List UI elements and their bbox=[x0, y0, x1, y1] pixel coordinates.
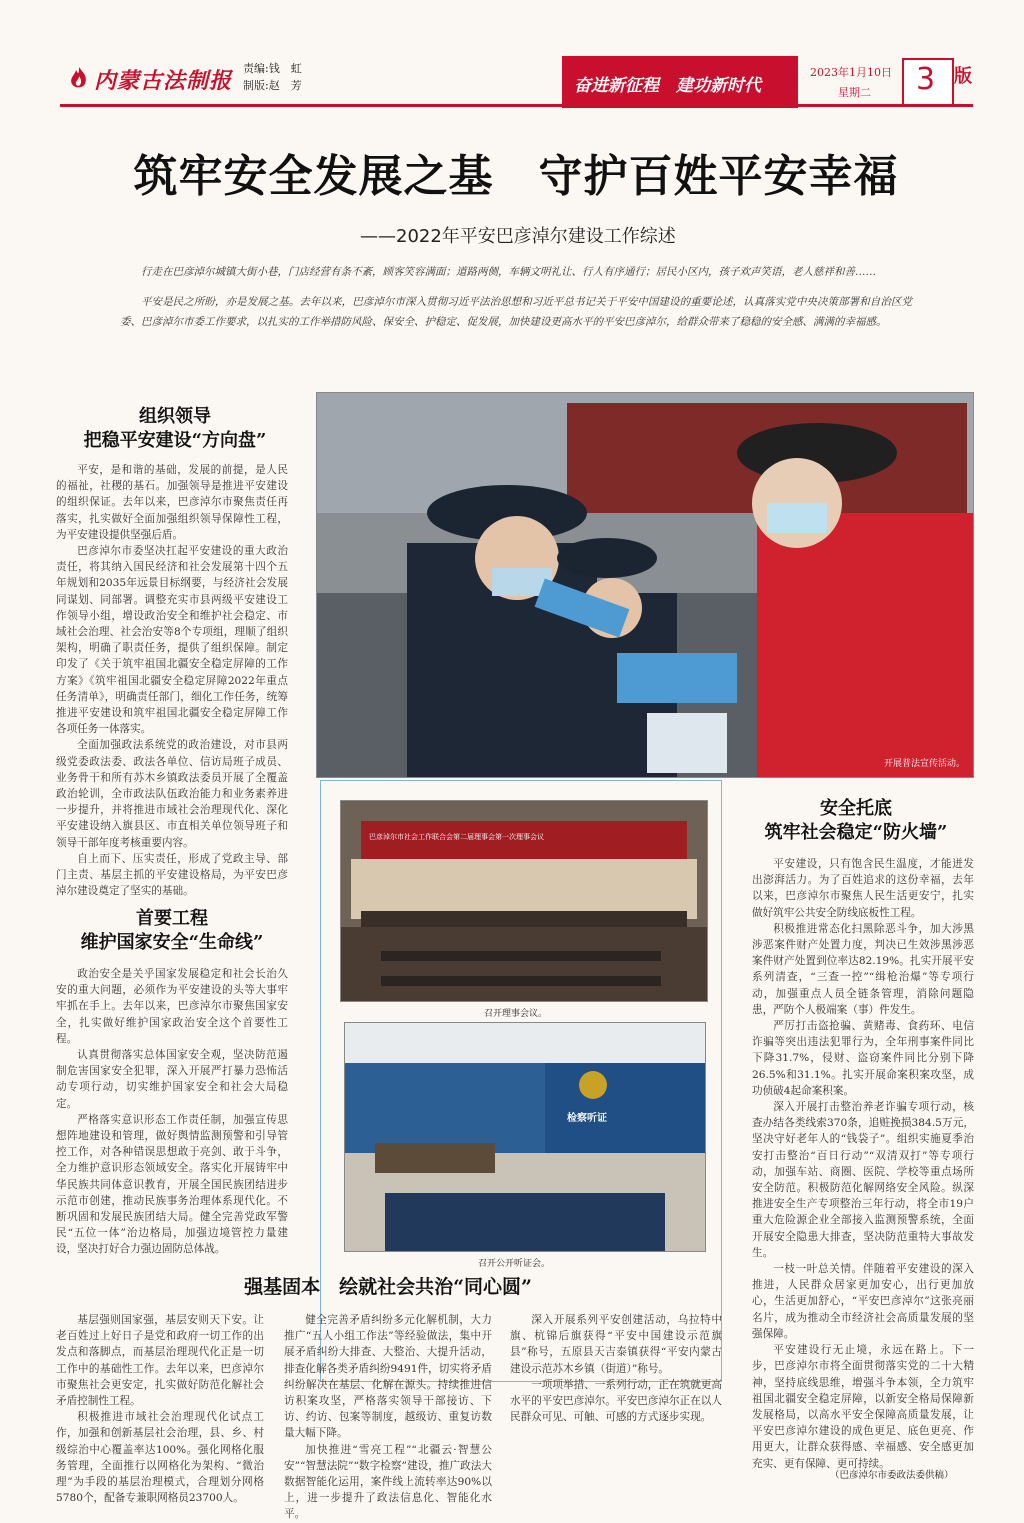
body-paragraph: 深入开展打击整治养老诈骗专项行动，核查办结各类线索370条，追赃挽损384.5万元，坚决守好老年人的“钱袋子”。组织实施夏季治安打击整治“百日行动”“双清双打”等专项行动，加强车站、商圈、医院、学校等重点场所安全防范。积极防范化解网络安全风险。纵深推进安全生产专项整治三年行动，将全市19户重大危险源企业全部接入监测预警系统，全面开展安全隐患大排查，坚决防范重特大事故发生。 bbox=[752, 1101, 974, 1259]
intro-block bbox=[120, 262, 912, 332]
section2-body bbox=[56, 966, 288, 1256]
section3-title-line1: 安全托底 bbox=[820, 798, 892, 819]
section4-title: 强基固本 绘就社会共治“同心圆” bbox=[244, 1276, 532, 1298]
section2-title-line1: 首要工程 bbox=[136, 908, 208, 929]
body-paragraph: 全面加强政法系统党的政治建设，对市县两级党委政法委、政法各单位、信访局班子成员、业务骨干和所有苏木乡镇政法委员开展了全覆盖政治轮训，全市政法队伍政治能力和业务素养进一步提升，并将推进市域社会治理现代化、深化平安建设纳入旗县区、市直相关单位领导班子和领导干部年度考核重要内容。 bbox=[56, 739, 288, 849]
section4-col3 bbox=[510, 1312, 722, 1472]
body-paragraph: 自上而下、压实责任，形成了党政主导、部门主责、基层主抓的平安建设格局，为平安巴彦淖尔建设奠定了坚实的基础。 bbox=[56, 852, 288, 898]
photo-police-outreach-image bbox=[317, 393, 973, 777]
section1-title-line1: 组织领导 bbox=[139, 406, 211, 427]
section3-title-line2: 筑牢社会稳定“防火墙” bbox=[764, 822, 948, 843]
photo-council-meeting bbox=[340, 800, 708, 1002]
body-paragraph: 加快推进“雪亮工程”“北疆云·智慧公安”“智慧法院”“数字检察”建设，推广政法大数据智能化运用，案件线上流转率达90%以上，进一步提升了政法信息化、智能化水平。 bbox=[284, 1443, 492, 1521]
logo-text: 内蒙古法制报 bbox=[94, 68, 233, 94]
body-paragraph: 严厉打击盗抢骗、黄赌毒、食药环、电信诈骗等突出违法犯罪行为，全年刑事案件同比下降31.7%，侵财、盗窃案件同比分别下降26.5%和31.1%。扎实开展命案积案攻坚，成功侦破4起命案积案。 bbox=[752, 1020, 974, 1097]
photo-public-hearing bbox=[344, 1022, 706, 1252]
photo-caption: 开展普法宣传活动。 bbox=[883, 759, 965, 769]
section1-title-line2: 把稳平安建设“方向盘” bbox=[83, 430, 267, 451]
masthead bbox=[0, 0, 1024, 112]
body-paragraph: 积极推进市域社会治理现代化试点工作，加强和创新基层社会治理，县、乡、村级综治中心覆盖率达100%。强化网格化服务管理，全面推行以网格化为架构、“微治理”为手段的基层治理模式，合理划分网格5780个，配备专兼职网格员23700人。 bbox=[56, 1411, 264, 1505]
photo-caption: 召开理事会议。 bbox=[484, 1009, 548, 1019]
photo-caption: 召开公开听证会。 bbox=[478, 1259, 551, 1269]
section4-col2 bbox=[284, 1312, 492, 1521]
section4-col1 bbox=[56, 1312, 264, 1505]
photo-council-meeting-image bbox=[341, 801, 707, 1001]
newspaper-logo bbox=[62, 60, 232, 96]
body-paragraph: 一项项举措、一系列行动，正在筑就更高水平的平安巴彦淖尔。平安巴彦淖尔正在以人民群众可见、可触、可感的方式逐步实现。 bbox=[510, 1378, 722, 1424]
body-paragraph: 一枝一叶总关情。伴随着平安建设的深入推进，人民群众居家更加安心，出行更加放心，生活更加舒心，“平安巴彦淖尔”这张亮丽名片，成为推动全市经济社会高质量发展的坚强保障。 bbox=[752, 1263, 974, 1340]
hearing-banner-text: 检察听证 bbox=[567, 1113, 607, 1124]
intro-paragraph: 行走在巴彦淖尔城镇大街小巷，门店经营有条不紊，顾客笑容满面；道路两侧，车辆文明礼让、行人有序通行；居民小区内，孩子欢声笑语，老人慈祥和善…… bbox=[141, 266, 876, 278]
slogan-text: 奋进新征程 建功新时代 bbox=[574, 76, 761, 96]
logo-flame-icon bbox=[68, 66, 90, 90]
intro-paragraph: 平安是民之所盼，亦是发展之基。去年以来，巴彦淖尔市深入贯彻习近平法治思想和习近平总书记关于平安中国建设的重要论述，认真落实党中央决策部署和自治区党委、巴彦淖尔市委工作要求，以扎实的工作举措防风险、保安全、护稳定、促发展，加快建设更高水平的平安巴彦淖尔，给群众带来了稳稳的安全感、满满的幸福感。 bbox=[120, 296, 912, 328]
body-paragraph: 积极推进常态化扫黑除恶斗争，加大涉黑涉恶案件财产处置力度，判决已生效涉黑涉恶案件财产处置到位率达82.19%。扎实开展平安系列清查，“三查一控”“缉枪治爆”等专项行动，加强重点人员全链条管理，消除问题隐患，严防个人极端案（事）件发生。 bbox=[752, 922, 974, 1016]
body-paragraph: 平安建设，只有饱含民生温度，才能迸发出澎湃活力。为了百姓追求的这份幸福，去年以来，巴彦淖尔市聚焦人民生活更安宁，扎实做好筑牢公共安全防线底板性工程。 bbox=[752, 858, 974, 919]
meeting-banner-text: 巴彦淖尔市社会工作联合会第二届理事会第一次理事会议 bbox=[369, 833, 544, 841]
subheadline: ——2022年平安巴彦淖尔建设工作综述 bbox=[360, 226, 676, 247]
byline: （巴彦淖尔市委政法委供稿） bbox=[830, 1470, 954, 1481]
photo-public-hearing-image bbox=[345, 1023, 705, 1251]
slogan-banner bbox=[562, 56, 798, 108]
body-paragraph: 基层强则国家强，基层安则天下安。让老百姓过上好日子是党和政府一切工作的出发点和落脚点，而基层治理现代化正是一切工作中的基础性工作。去年以来，巴彦淖尔市聚焦社会更安定，扎实做好防范化解社会矛盾控制性工程。 bbox=[56, 1314, 264, 1408]
body-paragraph: 巴彦淖尔市委坚决扛起平安建设的重大政治责任，将其纳入国民经济和社会发展第十四个五年规划和2035年远景目标纲要，与经济社会发展同谋划、同部署。调整充实市县两级平安建设工作领导小组，增设政治安全和维护社会稳定、市域社会治理、社会治安等8个专项组，理顺了组织架构，明确了职责任务，提供了组织保障。制定印发了《关于筑牢祖国北疆安全稳定屏障的工作方案》《筑牢祖国北疆安全稳定屏障2022年重点任务清单》，明确责任部门，细化工作任务，统筹推进平安建设和筑牢祖国北疆安全稳定屏障工作各项任务一体落实。 bbox=[56, 545, 288, 736]
editor-credit: 责编:钱 虹 bbox=[243, 62, 302, 75]
section2-title-line2: 维护国家安全“生命线” bbox=[80, 932, 264, 953]
photo-police-outreach bbox=[316, 392, 974, 778]
body-paragraph: 平安，是和谐的基础，发展的前提，是人民的福祉，社稷的基石。加强领导是推进平安建设的组织保证。去年以来，巴彦淖尔市聚焦责任再落实，扎实做好全面加强组织领导保障性工程，为平安建设提供坚强后盾。 bbox=[56, 464, 288, 541]
page-number-box bbox=[902, 58, 954, 106]
issue-date: 2023年1月10日 bbox=[810, 66, 892, 79]
page-number: 3 bbox=[916, 62, 936, 97]
page-word: 版 bbox=[954, 66, 972, 87]
body-paragraph: 深入开展系列平安创建活动，乌拉特中旗、杭锦后旗获得“平安中国建设示范旗县”称号，五原县天吉泰镇获得“平安内蒙古建设示范苏木乡镇（街道）”称号。 bbox=[510, 1314, 722, 1375]
issue-weekday: 星期二 bbox=[838, 86, 871, 99]
masthead-rule bbox=[60, 104, 973, 107]
section3-body bbox=[752, 856, 974, 1470]
body-paragraph: 政治安全是关乎国家发展稳定和社会长治久安的重大问题，必须作为平安建设的头等大事牢牢抓在手上。去年以来，巴彦淖尔市聚焦国家安全，扎实做好维护国家政治安全这个首要性工程。 bbox=[56, 968, 288, 1045]
body-paragraph: 健全完善矛盾纠纷多元化解机制，大力推广“五人小组工作法”等经验做法，集中开展矛盾纠纷大排查、大整治、大提升活动，排查化解各类矛盾纠纷9491件，切实将矛盾纠纷解决在基层、化解在源头。持续推进信访积案攻坚，严格落实领导干部接访、下访、约访、包案等制度，越级访、重复访数量大幅下降。 bbox=[284, 1314, 492, 1440]
layout-credit: 制版:赵 芳 bbox=[243, 79, 302, 92]
body-paragraph: 认真贯彻落实总体国家安全观，坚决防范遏制危害国家安全犯罪，深入开展严打暴力恐怖活动专项行动，切实维护国家安全和社会大局稳定。 bbox=[56, 1049, 288, 1110]
main-headline: 筑牢安全发展之基 守护百姓平安幸福 bbox=[133, 151, 899, 202]
section1-body bbox=[56, 462, 288, 898]
body-paragraph: 严格落实意识形态工作责任制，加强宣传思想阵地建设和管理，做好舆情监测预警和引导管控工作，对各种错误思想敢于亮剑、敢于斗争，全力维护意识形态领域安全。落实化开展铸牢中华民族共同体意识教育，开展全国民族团结进步示范市创建，推动民族事务治理体系现代化。不断巩固和发展民族团结大局。健全完善党政军警民“五位一体”治边格局，加强边境管控力量建设，坚决打好合力强边固防总体战。 bbox=[56, 1113, 288, 1256]
body-paragraph: 平安建设行无止境，永远在路上。下一步，巴彦淖尔市将全面贯彻落实党的二十大精神，坚持底线思维，增强斗争本领，全力筑牢祖国北疆安全稳定屏障，以新安全格局保障新发展格局，以高水平安全保障高质量发展，让平安巴彦淖尔建设的成色更足、底色更亮、作用更大，让群众获得感、幸福感、安全感更加充实、更有保障、更可持续。 bbox=[752, 1344, 974, 1470]
